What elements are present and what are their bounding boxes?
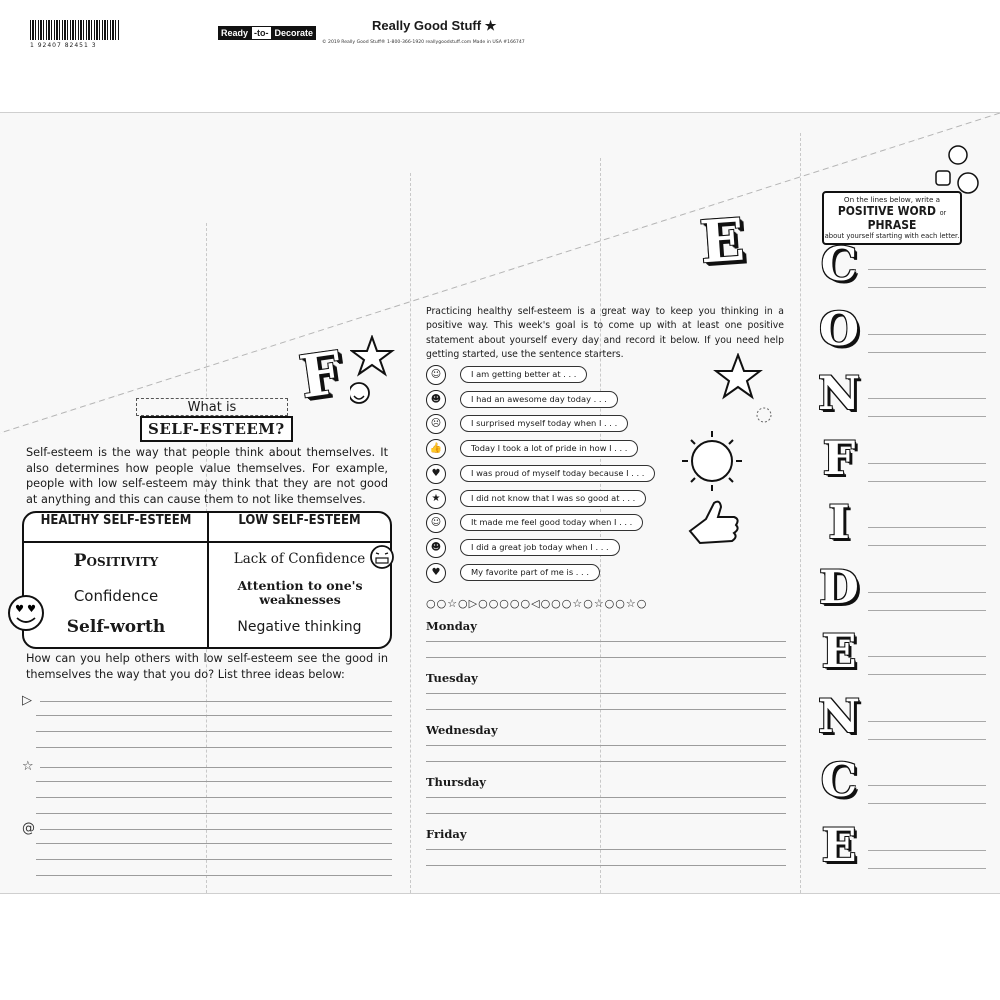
fold-line (800, 133, 801, 893)
low-header: LOW SELF-ESTEEM (238, 513, 361, 528)
cool-face-icon: ☻ (426, 538, 446, 558)
instruction-line-2 (824, 204, 960, 232)
starter-text: I am getting better at . . . (460, 366, 587, 383)
writing-line (36, 747, 392, 748)
acrostic-line (868, 592, 986, 593)
poster-sheet (0, 112, 1000, 894)
acrostic-letter: E (821, 624, 857, 678)
laughing-face-icon: ☻ (426, 390, 446, 410)
phrase-word: PHRASE (867, 218, 917, 232)
writing-line (40, 701, 392, 702)
starter-text: Today I took a lot of pride in how I . . . (460, 440, 638, 457)
low-item: Negative thinking (237, 619, 362, 635)
starter-text: I surprised myself today when I . . . (460, 415, 628, 432)
day-line (426, 813, 786, 814)
writing-line (36, 781, 392, 782)
self-esteem-title: SELF-ESTEEM? (140, 416, 293, 442)
acrostic-line (868, 416, 986, 417)
writing-line (36, 859, 392, 860)
triangle-icon: ▷ (22, 693, 32, 708)
spiral-icon: @ (22, 821, 35, 836)
day-line (426, 865, 786, 866)
decorative-letter-f: F (295, 338, 346, 412)
healthy-item: Positivity (73, 551, 159, 571)
barcode-number: 1 92407 82451 3 (30, 42, 97, 49)
starter-text: My favorite part of me is . . . (460, 564, 600, 581)
or-word: or (939, 209, 947, 217)
surprised-face-icon: ☹ (426, 414, 446, 434)
day-label: Thursday (426, 775, 486, 789)
writing-line (36, 715, 392, 716)
acrostic-letter: O (818, 301, 860, 356)
shape-border: ○○☆○▷○○○○○◁○○○☆○☆○○☆○ (426, 597, 648, 610)
what-is-label: What is (136, 398, 288, 416)
acrostic-line (868, 269, 986, 270)
acrostic-letter: C (820, 237, 858, 291)
definition-paragraph: Self-esteem is the way that people think about themselves. It also determines how people value themselves. For example, people with low self-esteem may think that they are not good at anything and this can cause them to not like themselves. (26, 446, 388, 506)
acrostic-letter: E (821, 817, 857, 872)
day-line (426, 745, 786, 746)
barcode (30, 20, 120, 40)
star-icon: ☆ (22, 759, 34, 774)
fold-line (410, 173, 411, 893)
day-line (426, 693, 786, 694)
star-and-face-doodle (350, 335, 398, 415)
ready-to-decorate-logo (218, 28, 316, 38)
low-item: Lack of Confidence (233, 551, 366, 567)
acrostic-letter: D (819, 559, 859, 614)
day-line (426, 657, 786, 658)
writing-line (36, 843, 392, 844)
acrostic-line (868, 334, 986, 335)
writing-line (36, 731, 392, 732)
acrostic-letter: C (820, 753, 858, 807)
writing-line (40, 829, 392, 830)
writing-line (36, 797, 392, 798)
writing-line (36, 813, 392, 814)
positive-word: POSITIVE WORD (837, 204, 936, 218)
acrostic-line (868, 656, 986, 657)
acrostic-line (868, 463, 986, 464)
weekly-intro: Practicing healthy self-esteem is a great way to keep you thinking in a positive way. This week's goal is to come up with at least one positive statement about yourself every day and record it below. If you need help getting started, use the sentence starters. (426, 306, 784, 360)
writing-line (36, 875, 392, 876)
copyright-line: © 2019 Really Good Stuff® 1-800-366-1920 reallygoodstuff.com Made in USA #166747 (322, 40, 525, 45)
acrostic-line (868, 721, 986, 722)
smile-face-icon: ☺ (426, 513, 446, 533)
acrostic-line (868, 287, 986, 288)
acrostic-line (868, 850, 986, 851)
starter-text: I had an awesome day today . . . (460, 391, 618, 408)
heart-eyes-face-icon: ♥ (426, 464, 446, 484)
acrostic-letter: N (817, 688, 861, 743)
day-label: Wednesday (426, 723, 498, 737)
instruction-line-1: On the lines below, write a (843, 195, 941, 204)
star-icon: ★ (484, 18, 497, 33)
day-label: Monday (426, 619, 477, 633)
thumbs-up-face-icon: 👍 (426, 439, 446, 459)
day-line (426, 849, 786, 850)
badge-part-1: Ready (218, 26, 251, 40)
badge-part-2: -to- (251, 26, 272, 40)
brand-name-text: Really Good Stuff (372, 18, 482, 33)
healthy-item: Confidence (73, 587, 159, 605)
acrostic-line (868, 610, 986, 611)
acrostic-line (868, 398, 986, 399)
heart-badge-icon: ♥ (426, 563, 446, 583)
acrostic-line (868, 674, 986, 675)
day-line (426, 641, 786, 642)
star-badge-icon: ★ (426, 489, 446, 509)
starter-text: I did not know that I was so good at . . . (460, 490, 646, 507)
healthy-header: HEALTHY SELF-ESTEEM (40, 513, 192, 528)
grin-face-icon: ☺ (426, 365, 446, 385)
question-text: How can you help others with low self-esteem see the good in themselves the way that you do? List three ideas below: (26, 652, 388, 681)
instruction-line-3: about yourself starting with each letter. (824, 232, 960, 240)
acrostic-line (868, 481, 986, 482)
acrostic-line (868, 545, 986, 546)
grimace-emoji-icon (368, 543, 396, 571)
decorative-letter-e: E (697, 205, 747, 277)
acrostic-line (868, 803, 986, 804)
acrostic-letter: I (828, 495, 850, 549)
day-line (426, 797, 786, 798)
low-item: Attention to one's weaknesses (237, 578, 363, 607)
comparison-table (22, 511, 392, 649)
day-label: Tuesday (426, 671, 478, 685)
day-line (426, 709, 786, 710)
acrostic-line (868, 527, 986, 528)
starter-text: I did a great job today when I . . . (460, 539, 620, 556)
day-label: Friday (426, 827, 467, 841)
brand-name (372, 18, 496, 34)
healthy-item: Self-worth (66, 617, 166, 637)
sun-star-thumbs-doodles (676, 353, 786, 553)
writing-line (40, 767, 392, 768)
acrostic-line (868, 868, 986, 869)
starter-text: It made me feel good today when I . . . (460, 514, 643, 531)
starter-text: I was proud of myself today because I . . . (460, 465, 655, 482)
svg-text:♥: ♥ (15, 604, 24, 615)
acrostic-line (868, 352, 986, 353)
day-line (426, 761, 786, 762)
acrostic-letter: F (822, 430, 856, 485)
acrostic-letter: N (817, 366, 861, 420)
acrostic-line (868, 739, 986, 740)
acrostic-line (868, 785, 986, 786)
svg-text:♥: ♥ (27, 604, 36, 615)
heart-eyes-emoji-icon (6, 593, 46, 633)
badge-part-3: Decorate (272, 26, 317, 40)
